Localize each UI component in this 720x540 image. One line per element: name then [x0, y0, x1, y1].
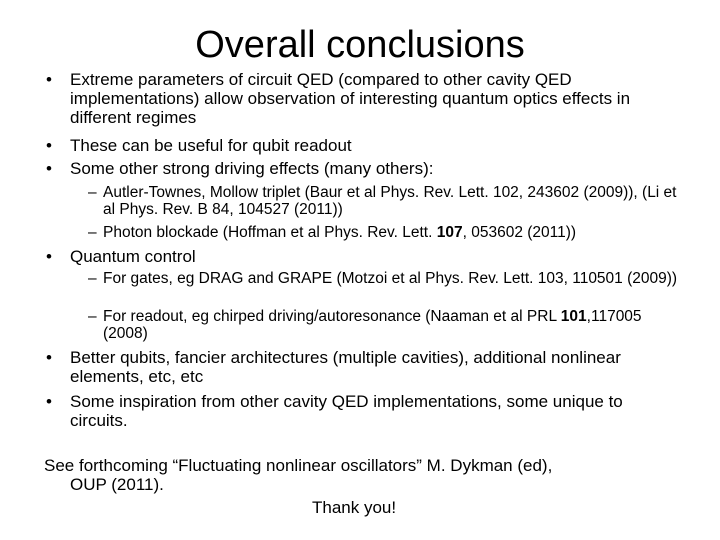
bullet-text: Better qubits, fancier architectures (multiple cavities), additional nonlinear elements, etc, etc [70, 348, 621, 386]
bullet-text: These can be useful for qubit readout [70, 136, 352, 155]
dash-mark: – [88, 308, 97, 325]
footer-line: OUP (2011). [70, 475, 164, 494]
text-run: , 053602 (2011)) [462, 224, 577, 241]
bullet-mark: • [46, 136, 52, 155]
volume-number: 101 [560, 308, 587, 325]
bullet-item [46, 247, 658, 266]
bullet-text: Quantum control [70, 247, 196, 266]
dash-mark: – [88, 270, 97, 287]
text-run: ,117005 (2008) [103, 308, 642, 342]
sub-bullet-item [88, 308, 678, 342]
text-run: For readout, eg chirped driving/autoresonance (Naaman et al PRL [103, 308, 561, 325]
sub-bullet-text: For gates, eg DRAG and GRAPE (Motzoi et al Phys. Rev. Lett. 103, 110501 (2009)) [103, 270, 678, 287]
volume-number: 107 [436, 224, 463, 241]
bullet-mark: • [46, 247, 52, 266]
bullet-item [46, 136, 658, 155]
bullet-item [46, 70, 658, 127]
footer-line: See forthcoming “Fluctuating nonlinear oscillators” M. Dykman (ed), [44, 456, 553, 475]
bullet-mark: • [46, 159, 52, 178]
slide-title: Overall conclusions [195, 24, 525, 66]
bullet-text: Extreme parameters of circuit QED (compared to other cavity QED implementations) allow observation of interesting quantum optics effects in different regimes [70, 70, 631, 127]
sub-bullet-item [88, 270, 678, 287]
bullet-item [46, 348, 658, 386]
bullet-mark: • [46, 70, 52, 89]
bullet-text: Some inspiration from other cavity QED implementations, some unique to circuits. [70, 392, 623, 430]
dash-mark: – [88, 184, 97, 201]
sub-bullet-text: Autler-Townes, Mollow triplet (Baur et al Phys. Rev. Lett. 102, 243602 (2009)), (Li et al Phys. Rev. B 84, 104527 (2011)) [103, 184, 677, 218]
sub-bullet-text [88, 308, 678, 342]
bullet-item [46, 392, 658, 430]
bullet-item [46, 159, 658, 178]
text-run: Photon blockade (Hoffman et al Phys. Rev. Lett. [103, 224, 437, 241]
bullet-text: Some other strong driving effects (many others): [70, 159, 434, 178]
bullet-mark: • [46, 392, 52, 411]
thank-you-text: Thank you! [312, 498, 397, 517]
bullet-mark: • [46, 348, 52, 367]
dash-mark: – [88, 224, 97, 241]
footer-note [44, 456, 684, 494]
sub-bullet-item [88, 224, 678, 241]
sub-bullet-item [88, 184, 678, 218]
sub-bullet-text [88, 224, 678, 241]
